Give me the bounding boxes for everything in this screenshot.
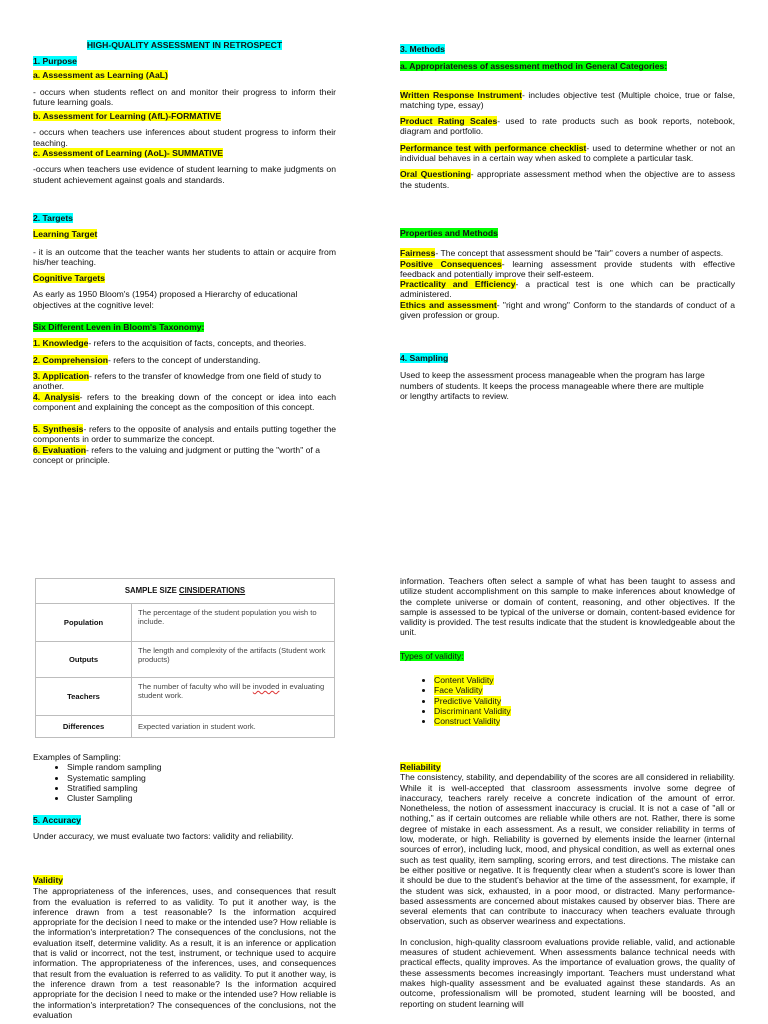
- bloom-level: 5. Synthesis- refers to the opposite of analysis and entails putting together the components in order to summarize the concept.: [33, 424, 337, 445]
- property-item: Practicality and Efficiency- a practical test is one which can be practically administered.: [400, 279, 736, 300]
- examples-section: [33, 752, 336, 803]
- sampling-heading: 4. Sampling: [400, 353, 449, 363]
- table-key: Teachers: [36, 678, 132, 716]
- learning-target-text: - it is an outcome that the teacher wants her students to attain or acquire from his/her teaching.: [33, 246, 336, 267]
- purpose-heading: 1. Purpose: [33, 56, 77, 66]
- cognitive-targets-heading: Cognitive Targets: [33, 273, 105, 284]
- table-value: The number of faculty who will be invoded in evaluating student work.: [132, 678, 335, 716]
- table-key: Differences: [36, 716, 132, 738]
- validity-types-heading: Types of validity:: [400, 650, 464, 661]
- afl-text: - occurs when teachers use inferences about student progress to inform their teaching.: [33, 127, 336, 148]
- examples-heading: Examples of Sampling:: [33, 752, 121, 762]
- table-value: The percentage of the student population you wish to include.: [132, 604, 335, 642]
- property-item: Fairness- The concept that assessment should be "fair" covers a number of aspects.: [400, 248, 724, 259]
- table-value: The length and complexity of the artifacts (Student work products): [132, 642, 335, 678]
- list-item: • Construct Validity: [434, 716, 735, 726]
- table-title: SAMPLE SIZE CINSIDERATIONS: [36, 579, 335, 604]
- validity-types-list: [400, 675, 735, 726]
- properties-section: [400, 228, 735, 320]
- list-item: • Systematic sampling: [67, 773, 336, 783]
- property-item: Positive Consequences- learning assessment provide students with effective feedback and potentially improve their self-esteem.: [400, 258, 735, 279]
- table-value: Expected variation in student work.: [132, 716, 335, 738]
- table-key: Outputs: [36, 642, 132, 678]
- title-row: [33, 40, 336, 50]
- list-item: • Predictive Validity: [434, 696, 735, 706]
- sampling-text: Used to keep the assessment process manageable when the program has large numbers of students. It keeps the process manageable where there are multiple or lengthy artifacts to review.: [400, 370, 705, 401]
- sampling-section: [400, 353, 735, 401]
- method-item: Performance test with performance checklist- used to determine whether or not an individual behaves in a certain way when asked to complete a particular task.: [400, 142, 736, 164]
- methods-subheading: a. Appropriateness of assessment method in General Categories:: [400, 61, 668, 72]
- validity-continued-text: information. Teachers often select a sample of what has been taught to assess and utilize student accomplishment on this sample to make inferences about knowledge of the complete universe or domain of content, reasoning, and other objectives. If the sample is assessed to be typical of the universe or domain, content-based evidence for validity is provided. The test results indicate that the student is knowledgeable about the unit.: [400, 576, 735, 638]
- validity-text: The appropriateness of the inferences, uses, and consequences that result from the evaluation is referred to as validity. To put it another way, is the inference drawn from a test reasonable? Is the information acquired appropriate for the decision I need to make or the intended use? How reliable is the information's interpretation? The consequences of the conclusions, not the evaluation itself, determine validity. As a result, it is an inference or application that is valid or incorrect, not the test, instrument, or technique used to acquire information. The appropriateness of the inferences, uses, and consequences that result from the evaluation is referred to as validity. To put it another way, is the inference drawn from a test reasonable? Is the information acquired appropriate for the decision I need to make or the intended use? How reliable is the information's interpretation? The consequences of the conclusions, not the evaluation: [33, 886, 336, 1020]
- examples-list: [33, 762, 336, 803]
- purpose-section: [33, 56, 336, 185]
- accuracy-section: [33, 815, 336, 842]
- method-item: Product Rating Scales- used to rate products such as book reports, notebook, diagram and portfolio.: [400, 116, 735, 137]
- conclusion-text: In conclusion, high-quality classroom evaluations provide reliable, valid, and actionable measures of student achievement. When assessments balance technical needs with practical effects, quality improves. As the importance of evaluation grows, the quality of these assessments becomes increasingly important. Teachers must understand what makes high-quality assessment and be evaluated against these standards. As an outcome, professionalism will be promoted, student learning will be boosted, and reporting on student learning will: [400, 936, 735, 1009]
- bloom-heading: Six Different Leven in Bloom's Taxonomy:: [33, 322, 205, 333]
- reliability-heading: Reliability: [400, 762, 441, 772]
- aal-text: - occurs when students reflect on and monitor their progress to inform their future learning goals.: [33, 86, 336, 107]
- sample-size-table: [35, 578, 335, 738]
- table-row: [36, 604, 335, 642]
- method-item: Oral Questioning- appropriate assessment method when the objective are to assess the students.: [400, 169, 735, 190]
- afl-heading: b. Assessment for Learning (AfL)-FORMATIVE: [33, 111, 222, 122]
- accuracy-text: Under accuracy, we must evaluate two factors: validity and reliability.: [33, 831, 294, 842]
- validity-continued: [400, 576, 735, 727]
- validity-heading: Validity: [33, 875, 64, 885]
- learning-target-heading: Learning Target: [33, 229, 98, 240]
- targets-heading: 2. Targets: [33, 213, 73, 223]
- list-item: • Stratified sampling: [67, 783, 336, 793]
- list-item: • Cluster Sampling: [67, 793, 336, 803]
- bloom-level: 2. Comprehension- refers to the concept of understanding.: [33, 354, 261, 365]
- bloom-level: 4. Analysis- refers to the breaking down of the concept or idea into each component and explaining the concept as the composition of this concept.: [33, 391, 336, 412]
- bloom-level: 6. Evaluation- refers to the valuing and judgment or putting the "worth" of a concept or principle.: [33, 444, 320, 466]
- page-title: HIGH-QUALITY ASSESSMENT IN RETROSPECT: [86, 40, 283, 50]
- reliability-section: [400, 762, 735, 1009]
- targets-section: [33, 213, 336, 465]
- table-row: [36, 678, 335, 716]
- list-item: • Simple random sampling: [67, 762, 336, 772]
- aal-heading: a. Assessment as Learning (AaL): [33, 70, 168, 81]
- properties-heading: Properties and Methods: [400, 228, 498, 238]
- bloom-level: 3. Application- refers to the transfer of knowledge from one field of study to another.: [33, 370, 322, 392]
- reliability-text: The consistency, stability, and dependability of the scores are all considered in reliability. While it is well-accepted that classroom assessments involve some degree of inaccuracy, teachers rarely receive a concrete indication of the amount of error. Nonetheless, the notion of assessment inaccuracy is crucial. It is not a case of "all or nothing," as if certain outcomes are reliable while others are not. Rather, there is some degree of mistake in each assessment. As a result, we consider reliability in terms of low, moderate, or high. Reliability is governed by elements inside the learner (internal sources of error), including luck, mood, and physical condition, as well as external ones such as test quality, item sampling, scoring errors, and test directions. The mistake can be either positive or negative. It is frequently clear when a student's score is lower than it should be due to the student's behavior at the time of the assessment, for example, if the student was sick, exhausted, in a poor mood, or distracted. Many performance-based assessments are concerned about mistakes caused by observer bias. There are several elements that can contribute to inaccuracy when teachers evaluate through observation, such as observer weariness and expectations.: [400, 772, 735, 927]
- property-item: Ethics and assessment- "right and wrong" Conform to the standards of conduct of a given profession or group.: [400, 299, 735, 321]
- methods-heading: 3. Methods: [400, 44, 445, 54]
- table-key: Population: [36, 604, 132, 642]
- sample-size-table-wrap: [35, 578, 335, 738]
- list-item: • Discriminant Validity: [434, 706, 735, 716]
- list-item: • Content Validity: [434, 675, 735, 685]
- aol-text: -occurs when teachers use evidence of student learning to make judgments on student achievement against goals and standards.: [33, 164, 336, 185]
- methods-section: [400, 44, 735, 190]
- aol-heading: c. Assessment of Learning (AoL)- SUMMATIVE: [33, 148, 224, 159]
- accuracy-heading: 5. Accuracy: [33, 815, 81, 825]
- validity-section: [33, 875, 336, 1020]
- table-row: [36, 642, 335, 678]
- method-item: Written Response Instrument- includes objective test (Multiple choice, true or false, matching type, essay): [400, 89, 735, 110]
- bloom-level: 1. Knowledge- refers to the acquisition of facts, concepts, and theories.: [33, 338, 307, 349]
- list-item: • Face Validity: [434, 685, 735, 695]
- table-row: [36, 716, 335, 738]
- cognitive-targets-text: As early as 1950 Bloom's (1954) proposed a Hierarchy of educational objectives at the cognitive level:: [33, 289, 298, 310]
